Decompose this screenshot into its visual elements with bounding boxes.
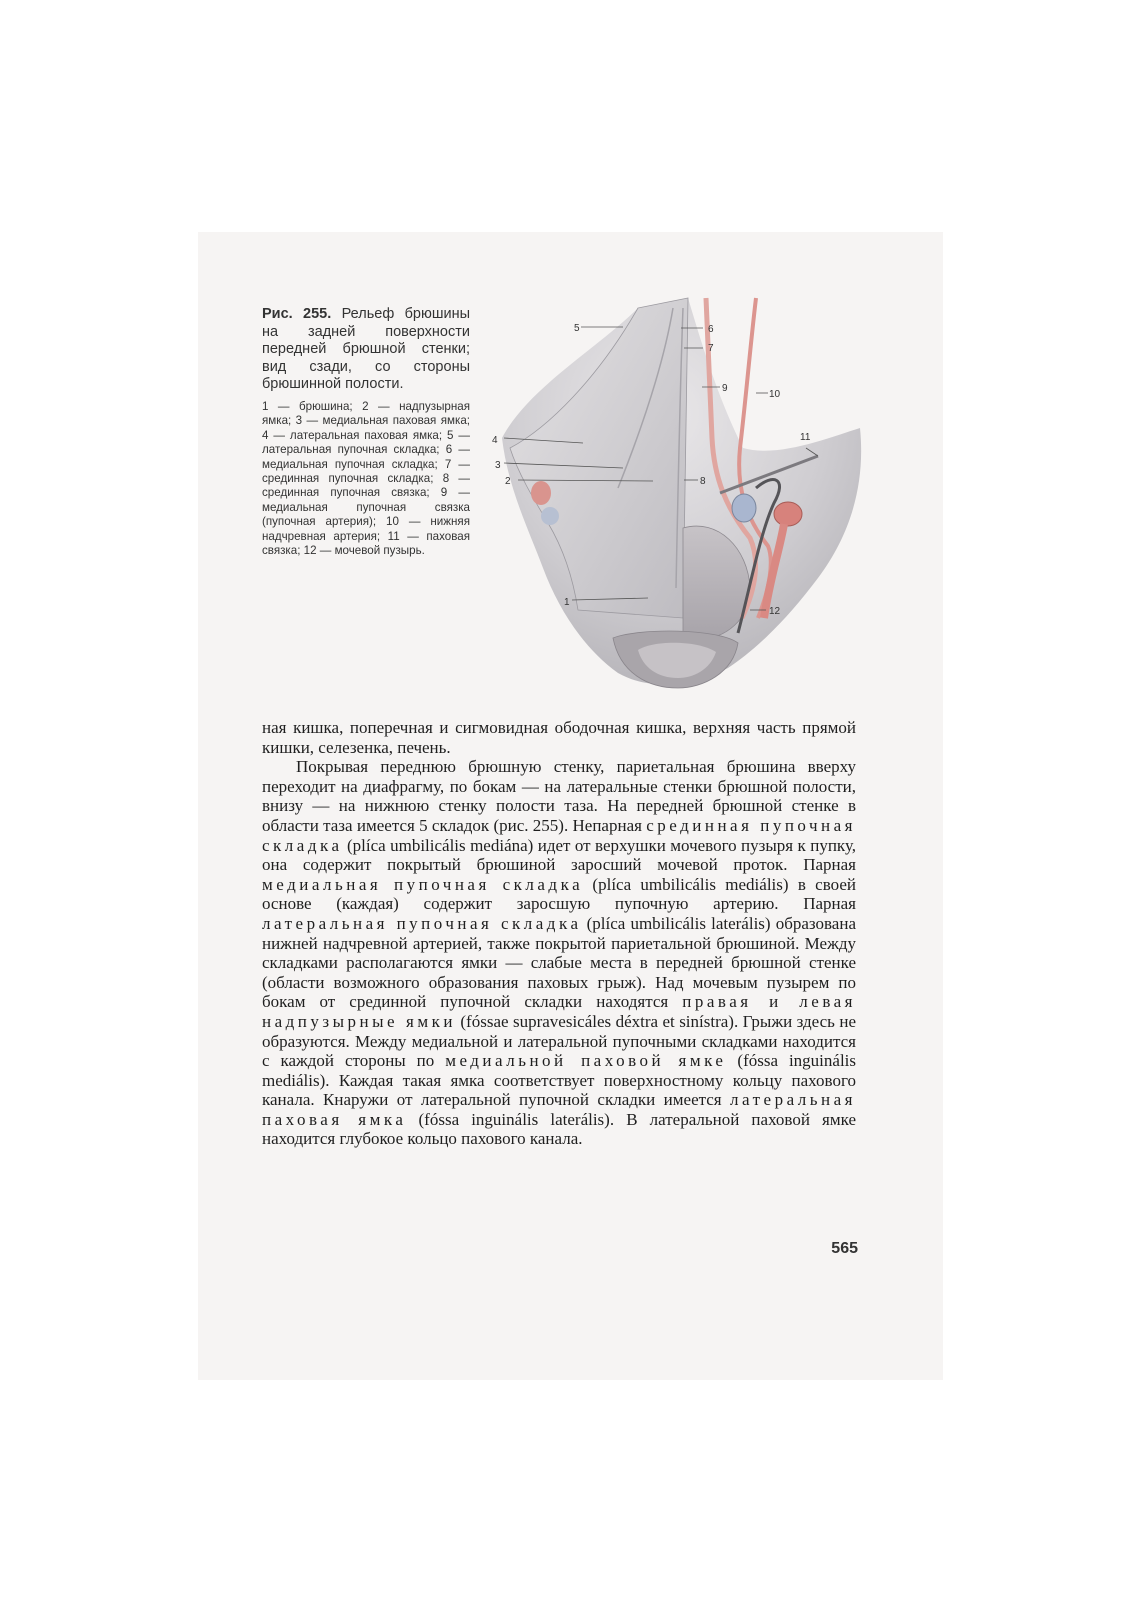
- figure-label-10: 10: [769, 389, 781, 400]
- anatomy-figure: [488, 288, 866, 698]
- figure-label-3: 3: [495, 460, 501, 471]
- caption-title: [262, 306, 470, 394]
- p2-text-2: (plíca umbilicális mediána) идет от верхушки мочевого пузыря к пупку, она содержит покрытый брюшиной заросший мочевой проток. Парная: [262, 835, 856, 875]
- p2-text-6: (fóssa inguinális mediális). Каждая такая ямка соответствует поверхностному кольцу пахового канала. Кнаружи от латеральной пупочной складки имеется: [262, 1051, 857, 1110]
- figure-label-11: 11: [800, 432, 811, 443]
- peritoneum-illustration: [488, 288, 866, 698]
- femoral-vein: [732, 494, 756, 522]
- figure-label: Рис. 255.: [262, 306, 332, 322]
- term-lateral-umbilical-fold: латеральная пупочная складка: [262, 913, 582, 933]
- paragraph-2: [262, 757, 856, 1149]
- figure-label-9: 9: [722, 383, 728, 394]
- p2-text-3: (plíca umbilicális mediális) в своей основе (каждая) содержит заросшую пупочную артерию. Парная: [262, 874, 856, 914]
- figure-caption: [262, 306, 470, 558]
- figure-label-5: 5: [574, 323, 580, 334]
- left-vein: [541, 507, 559, 525]
- page-number: 565: [831, 1240, 858, 1257]
- term-supravesical-fossae: правая и левая надпузырные ямки: [262, 992, 856, 1031]
- left-vessels: [531, 481, 551, 505]
- caption-legend: 1 — брюшина; 2 — надпузырная ямка; 3 — медиальная паховая ямка; 4 — латеральная паховая ямка; 5 — латеральная пупочная складка; 6 — медиальная пупочная складка; 7 — срединная пупочная складка; 8 — срединная пупочная связка; 9 — медиальная пупочная связка (пупочная артерия); 10 — нижняя надчревная артерия; 11 — паховая связка; 12 — мочевой пузырь.: [262, 399, 470, 558]
- term-medial-inguinal-fossa: медиальной паховой ямке: [445, 1051, 727, 1071]
- figure-label-2: 2: [505, 476, 511, 487]
- p2-text-4: (plíca umbilicális laterális) образована нижней надчревной артерией, также покрытой париетальной брюшиной. Между складками располагаются ямки — слабые места в передней брюшной стенке (области возможного образования паховых грыж). Над мочевым пузырем по бокам от срединной пупочной складки находятся: [262, 913, 856, 1012]
- term-median-umbilical-fold: срединная пупочная складка: [262, 815, 856, 855]
- term-lateral-inguinal-fossa: латеральная паховая ямка: [262, 1090, 856, 1129]
- figure-label-4: 4: [492, 435, 498, 446]
- caption-title-text: Рельеф брюшины на задней поверхности передней брюшной стенки; вид сзади, со стороны брюшинной полости.: [262, 306, 471, 393]
- femoral-artery: [774, 502, 802, 526]
- term-medial-umbilical-fold: медиальная пупочная складка: [262, 874, 584, 894]
- p2-text-7: (fóssa inguinális laterális). В латеральной паховой ямке находится глубокое кольцо пахового канала.: [262, 1109, 856, 1149]
- body-text: [262, 718, 856, 1149]
- figure-label-1: 1: [564, 597, 570, 608]
- paragraph-1: ная кишка, поперечная и сигмовидная ободочная кишка, верхняя часть прямой кишки, селезенка, печень.: [262, 718, 856, 757]
- figure-label-7: 7: [708, 343, 714, 354]
- figure-label-6: 6: [708, 324, 714, 335]
- figure-label-8: 8: [700, 476, 706, 487]
- figure-label-12: 12: [769, 606, 781, 617]
- p2-text-5: (fóssae supravesicáles déxtra et sinístra). Грыжи здесь не образуются. Между медиальной и латеральной пупочными складками находится с каждой стороны по: [262, 1011, 856, 1071]
- p2-text-1: Покрывая переднюю брюшную стенку, париетальная брюшина вверху переходит на диафрагму, по бокам — на латеральные стенки брюшной полости, внизу — на нижнюю стенку полости таза. На передней брюшной стенке в области таза имеется 5 складок (рис. 255). Непарная: [262, 757, 856, 835]
